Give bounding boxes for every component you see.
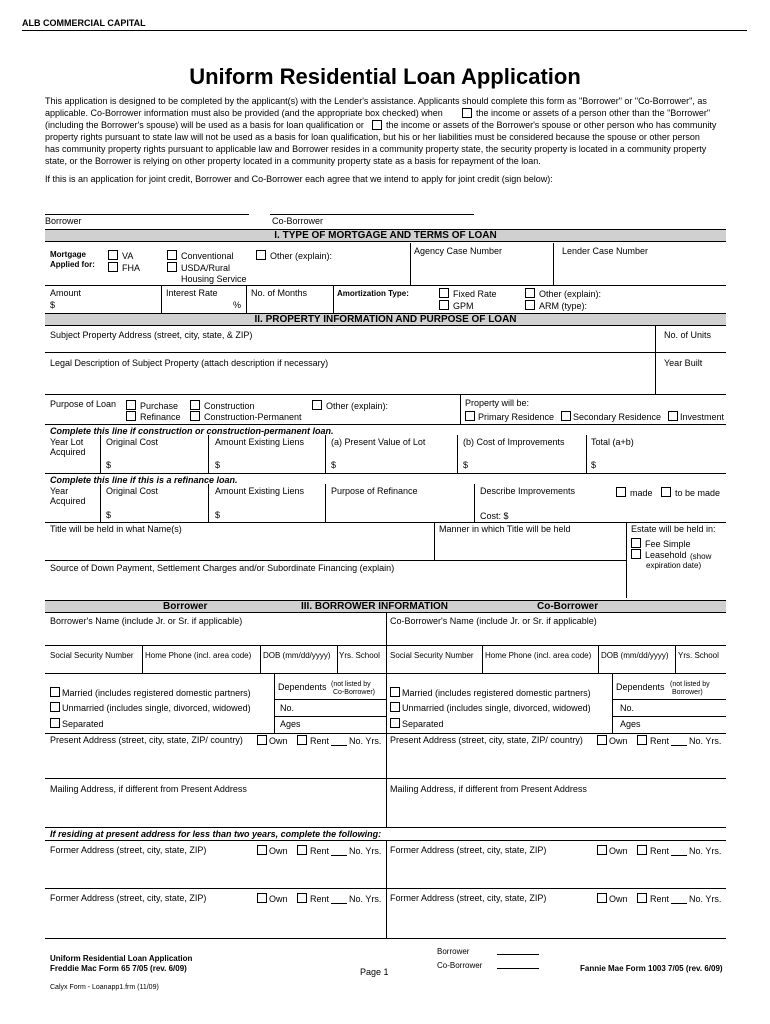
coborrower-unmarried-checkbox[interactable]: [390, 702, 400, 712]
borrower-former2-rent-checkbox[interactable]: [297, 893, 307, 903]
improvements-cost-label: (b) Cost of Improvements: [463, 437, 565, 447]
borrower-separated-label: Separated: [62, 719, 104, 729]
divider: [482, 645, 483, 673]
divider: [460, 394, 461, 424]
borrower-dependents-ages: Ages: [280, 719, 301, 729]
divider: [337, 645, 338, 673]
improvements-made-checkbox[interactable]: [616, 487, 626, 497]
coborrower-former1-own-checkbox[interactable]: [597, 845, 607, 855]
coborrower-separated-checkbox[interactable]: [390, 718, 400, 728]
rule: [45, 285, 726, 286]
arm-checkbox[interactable]: [525, 300, 535, 310]
construction-permanent-label: Construction-Permanent: [204, 412, 302, 422]
rule: [45, 938, 726, 939]
coborrower-own-label: Own: [609, 736, 628, 746]
coborrower-school-label: Yrs. School: [678, 651, 719, 660]
section-2-title: II. PROPERTY INFORMATION AND PURPOSE OF LOAN: [254, 314, 517, 325]
borrower-former2-rent-label: Rent: [310, 894, 330, 904]
arm-label: ARM (type):: [539, 301, 588, 311]
borrower-former2-no-yrs: No. Yrs.: [349, 894, 382, 904]
conventional-checkbox[interactable]: [167, 250, 177, 260]
coborrower-former2-no-yrs: No. Yrs.: [689, 894, 722, 904]
borrower-married-label: Married (includes registered domestic partners): [62, 688, 251, 698]
improvement-cost-label: Cost: $: [480, 511, 509, 521]
coborrower-former2-rent-checkbox[interactable]: [637, 893, 647, 903]
borrower-column-title: Borrower: [163, 601, 208, 612]
coborrower-rent-checkbox[interactable]: [637, 735, 647, 745]
year-lot-acquired-label: Acquired: [50, 447, 86, 457]
borrower-mailing-label: Mailing Address, if different from Present Address: [50, 784, 247, 794]
usda-label: USDA/Rural: [181, 263, 231, 273]
divider: [161, 285, 162, 313]
borrower-unmarried-label: Unmarried (includes single, divorced, widowed): [62, 703, 251, 713]
other-mortgage-checkbox[interactable]: [256, 250, 266, 260]
coborrower-married-checkbox[interactable]: [390, 687, 400, 697]
footer-coborrower-initials-label: Co-Borrower: [437, 961, 483, 970]
borrower-former1-no-yrs: No. Yrs.: [349, 846, 382, 856]
rule: [274, 716, 386, 717]
divider: [100, 435, 101, 473]
amortization-label: Amortization Type:: [337, 289, 409, 298]
coborrower-married-label: Married (includes registered domestic partners): [402, 688, 591, 698]
construction-label: Construction: [204, 401, 255, 411]
agency-case-label: Agency Case Number: [414, 246, 503, 256]
divider: [246, 285, 247, 313]
coborrower-former2-years-line[interactable]: [671, 903, 687, 904]
coborrower-former-address-1-label: Former Address (street, city, state, ZIP): [390, 845, 547, 855]
rule: [45, 352, 726, 353]
borrower-unmarried-checkbox[interactable]: [50, 702, 60, 712]
section-2-header: [45, 313, 726, 326]
divider: [208, 484, 209, 522]
coborrower-dependents-no: No.: [620, 703, 635, 713]
rule: [45, 888, 726, 889]
estate-label: Estate will be held in:: [631, 524, 716, 534]
borrower-rent-checkbox[interactable]: [297, 735, 307, 745]
footer-borrower-initials-label: Borrower: [437, 947, 470, 956]
units-label: No. of Units: [664, 330, 712, 340]
footer-borrower-initials-line[interactable]: [497, 954, 539, 955]
construction-permanent-checkbox[interactable]: [190, 411, 200, 421]
secondary-residence-label: Secondary Residence: [573, 412, 662, 422]
orig-cost-dollar: $: [106, 460, 112, 470]
coborrower-dependents-label: Dependents: [616, 682, 665, 692]
coborrower-dependents-ages: Ages: [620, 719, 641, 729]
borrower-former2-years-line[interactable]: [331, 903, 347, 904]
improvements-to-be-made-checkbox[interactable]: [661, 487, 671, 497]
months-label: No. of Months: [251, 288, 308, 298]
describe-improvements-label: Describe Improvements: [480, 486, 576, 496]
primary-residence-checkbox[interactable]: [465, 411, 475, 421]
coborrower-former1-rent-label: Rent: [650, 846, 670, 856]
divider: [333, 285, 334, 313]
rule: [45, 560, 626, 561]
rule: [612, 716, 726, 717]
other-mortgage-label: Other (explain):: [270, 251, 333, 261]
refinance-label: Refinance: [140, 412, 181, 422]
intro-line-1: This application is designed to be completed by the applicant(s) with the Lender's assistance. Applicants should complete this form as "Borrower" or "Co-Borrower", as: [45, 96, 707, 106]
borrower-former1-rent-checkbox[interactable]: [297, 845, 307, 855]
improvements-dollar: $: [463, 460, 469, 470]
coborrower-signature-line[interactable]: [270, 214, 474, 215]
coborrower-mailing-label: Mailing Address, if different from Present Address: [390, 784, 587, 794]
rule: [45, 424, 726, 425]
interest-rate-label: Interest Rate: [166, 288, 218, 298]
borrower-former1-own-checkbox[interactable]: [257, 845, 267, 855]
borrower-own-label: Own: [269, 736, 288, 746]
divider: [208, 435, 209, 473]
less-than-two-years-note: If residing at present address for less than two years, complete the following:: [50, 829, 382, 839]
divider: [100, 484, 101, 522]
fha-label: FHA: [122, 263, 140, 273]
coborrower-column-title: Co-Borrower: [537, 601, 599, 612]
divider: [434, 522, 435, 560]
borrower-dependents-label: Dependents: [278, 682, 327, 692]
liens-dollar: $: [215, 460, 221, 470]
divider: [274, 673, 275, 733]
present-value-dollar: $: [331, 460, 337, 470]
borrower-signature-label: Borrower: [45, 216, 82, 226]
intro-line-5: has community property rights pursuant to applicable law and Borrower resides in a community property state, the security property is located in a community property: [45, 144, 707, 154]
title-names-label: Title will be held in what Name(s): [50, 524, 182, 534]
intro-line-3a: (including the Borrower's spouse) will be used as a basis for loan qualification or: [45, 120, 364, 130]
conventional-label: Conventional: [181, 251, 234, 261]
intro-line-4: property rights pursuant to state law will not be used as a basis for loan qualification, but his or her liabilities must be considered because the spouse or other person: [45, 132, 700, 142]
subject-address-label: Subject Property Address (street, city, state, & ZIP): [50, 330, 253, 340]
original-cost-label: Original Cost: [106, 437, 159, 447]
coborrower-separated-label: Separated: [402, 719, 444, 729]
section-1-title: I. TYPE OF MORTGAGE AND TERMS OF LOAN: [274, 230, 497, 241]
borrower-not-listed-2: Co-Borrower): [333, 689, 376, 696]
refinance-checkbox[interactable]: [126, 411, 136, 421]
refi-liens-label: Amount Existing Liens: [215, 486, 305, 496]
coborrower-dob-label: DOB (mm/dd/yyyy): [601, 651, 669, 660]
coborrower-former1-rent-checkbox[interactable]: [637, 845, 647, 855]
lender-case-label: Lender Case Number: [562, 246, 649, 256]
borrower-dob-label: DOB (mm/dd/yyyy): [263, 651, 331, 660]
rule: [45, 778, 726, 779]
primary-residence-label: Primary Residence: [478, 412, 555, 422]
borrower-separated-checkbox[interactable]: [50, 718, 60, 728]
divider: [655, 326, 656, 352]
coborrower-phone-label: Home Phone (incl. area code): [485, 651, 592, 660]
footer-fannie-mae: Fannie Mae Form 1003 7/05 (rev. 6/09): [580, 964, 723, 973]
coborrower-name-label: Co-Borrower's Name (include Jr. or Sr. if applicable): [390, 616, 597, 626]
other-amort-label: Other (explain):: [539, 289, 602, 299]
rule: [45, 673, 726, 674]
coborrower-former1-years-line[interactable]: [671, 855, 687, 856]
section-1-header: [45, 229, 726, 242]
down-payment-source-label: Source of Down Payment, Settlement Charges and/or Subordinate Financing (explain): [50, 563, 395, 573]
leasehold-show-label: (show: [690, 552, 712, 561]
amount-label: Amount: [50, 288, 82, 298]
borrower-ssn-label: Social Security Number: [50, 651, 134, 660]
gpm-checkbox[interactable]: [439, 300, 449, 310]
rule: [45, 522, 726, 523]
purpose-label: Purpose of Loan: [50, 399, 117, 409]
borrower-name-label: Borrower's Name (include Jr. or Sr. if applicable): [50, 616, 243, 626]
fixed-rate-checkbox[interactable]: [439, 288, 449, 298]
divider: [675, 645, 676, 673]
footer-page-number: Page 1: [360, 967, 389, 977]
borrower-former-address-2-label: Former Address (street, city, state, ZIP): [50, 893, 207, 903]
borrower-former1-rent-label: Rent: [310, 846, 330, 856]
housing-service-label: Housing Service: [181, 274, 247, 284]
coborrower-ssn-label: Social Security Number: [390, 651, 474, 660]
borrower-school-label: Yrs. School: [339, 651, 380, 660]
rate-percent: %: [233, 300, 242, 310]
purchase-label: Purchase: [140, 401, 179, 411]
coborrower-former2-rent-label: Rent: [650, 894, 670, 904]
page-title: Uniform Residential Loan Application: [189, 64, 581, 89]
borrower-no-yrs-label: No. Yrs.: [349, 736, 382, 746]
present-value-label: (a) Present Value of Lot: [331, 437, 426, 447]
leasehold-label: Leasehold: [645, 550, 687, 560]
spouse-income-checkbox[interactable]: [372, 120, 382, 130]
fha-checkbox[interactable]: [108, 262, 118, 272]
refi-liens-dollar: $: [215, 510, 221, 520]
refi-cost-dollar: $: [106, 510, 112, 520]
rule: [45, 394, 726, 395]
year-lot-label: Year Lot: [50, 437, 84, 447]
borrower-own-checkbox[interactable]: [257, 735, 267, 745]
divider: [553, 243, 554, 285]
rule: [612, 699, 726, 700]
refinance-line-note: Complete this line if this is a refinance loan.: [50, 475, 238, 485]
investment-label: Investment: [680, 412, 725, 422]
coborrower-former2-own-checkbox[interactable]: [597, 893, 607, 903]
rule: [45, 733, 726, 734]
divider: [598, 645, 599, 673]
coborrower-rent-label: Rent: [650, 736, 670, 746]
coborrower-years-line[interactable]: [671, 745, 687, 746]
fee-simple-checkbox[interactable]: [631, 538, 641, 548]
manner-label: Manner in which Title will be held: [439, 524, 571, 534]
refi-purpose-label: Purpose of Refinance: [331, 486, 418, 496]
coborrower-former-address-2-label: Former Address (street, city, state, ZIP): [390, 893, 547, 903]
rule: [45, 473, 726, 474]
coborrower-unmarried-label: Unmarried (includes single, divorced, widowed): [402, 703, 591, 713]
refi-original-cost-label: Original Cost: [106, 486, 159, 496]
intro-line-6: state, or the Borrower is relying on other property located in a community property state as a basis for repayment of the loan.: [45, 156, 541, 166]
borrower-married-checkbox[interactable]: [50, 687, 60, 697]
leasehold-checkbox[interactable]: [631, 549, 641, 559]
footer-freddie-mac: Freddie Mac Form 65 7/05 (rev. 6/09): [50, 964, 187, 973]
coborrower-former1-no-yrs: No. Yrs.: [689, 846, 722, 856]
joint-credit-text: If this is an application for joint credit, Borrower and Co-Borrower each agree that we intend to apply for joint credit (sign below):: [45, 174, 553, 184]
borrower-not-listed-1: (not listed by: [331, 681, 371, 688]
borrower-former2-own-checkbox[interactable]: [257, 893, 267, 903]
coborrower-own-checkbox[interactable]: [597, 735, 607, 745]
divider: [325, 435, 326, 473]
coborrower-not-listed-1: (not listed by: [670, 681, 710, 688]
borrower-signature-line[interactable]: [45, 214, 249, 215]
borrower-former-address-1-label: Former Address (street, city, state, ZIP): [50, 845, 207, 855]
intro-line-2b: the income or assets of a person other than the "Borrower": [476, 108, 711, 118]
refi-acquired-label: Acquired: [50, 496, 86, 506]
fee-simple-label: Fee Simple: [645, 539, 691, 549]
made-label: made: [630, 488, 653, 498]
coborrower-signature-label: Co-Borrower: [272, 216, 324, 226]
company-name: ALB COMMERCIAL CAPITAL: [22, 18, 146, 28]
borrower-present-address-label: Present Address (street, city, state, ZIP/ country): [50, 735, 243, 745]
mortgage-label: Mortgage: [50, 250, 86, 259]
other-purpose-checkbox[interactable]: [312, 400, 322, 410]
property-will-be-label: Property will be:: [465, 398, 530, 408]
divider: [457, 435, 458, 473]
to-be-made-label: to be made: [675, 488, 721, 498]
borrower-dependents-no: No.: [280, 703, 295, 713]
va-label: VA: [122, 251, 134, 261]
borrower-former1-own-label: Own: [269, 846, 288, 856]
coborrower-income-checkbox[interactable]: [462, 108, 472, 118]
top-rule: [22, 30, 747, 31]
divider: [325, 484, 326, 522]
other-purpose-label: Other (explain):: [326, 401, 389, 411]
expiration-label: expiration date): [646, 561, 702, 570]
purchase-checkbox[interactable]: [126, 400, 136, 410]
legal-description-label: Legal Description of Subject Property (attach description if necessary): [50, 358, 329, 368]
total-dollar: $: [591, 460, 597, 470]
intro-line-2a: applicable. Co-Borrower information must also be provided (and the appropriate box checked) when: [45, 108, 443, 118]
section-3-header: [45, 600, 726, 613]
coborrower-former2-own-label: Own: [609, 894, 628, 904]
borrower-years-line[interactable]: [331, 745, 347, 746]
coborrower-not-listed-2: Borrower): [672, 689, 703, 696]
va-checkbox[interactable]: [108, 250, 118, 260]
footer-form-title: Uniform Residential Loan Application: [50, 954, 193, 963]
footer-coborrower-initials-line[interactable]: [497, 968, 539, 969]
intro-line-3b: the income or assets of the Borrower's spouse or other person who has community: [386, 120, 717, 130]
rule: [45, 827, 726, 828]
divider: [586, 435, 587, 473]
rule: [274, 699, 386, 700]
coborrower-no-yrs-label: No. Yrs.: [689, 736, 722, 746]
applied-for-label: Applied for:: [50, 260, 95, 269]
fixed-rate-label: Fixed Rate: [453, 289, 497, 299]
gpm-label: GPM: [453, 301, 474, 311]
divider: [260, 645, 261, 673]
usda-checkbox[interactable]: [167, 262, 177, 272]
section-3-title: III. BORROWER INFORMATION: [301, 601, 449, 612]
footer-calyx: Calyx Form - Loanapp1.frm (11/09): [50, 984, 159, 991]
divider: [626, 522, 627, 598]
rule: [45, 645, 726, 646]
column-divider: [386, 840, 387, 938]
investment-checkbox[interactable]: [668, 411, 678, 421]
divider: [612, 673, 613, 733]
coborrower-former1-own-label: Own: [609, 846, 628, 856]
borrower-former1-years-line[interactable]: [331, 855, 347, 856]
borrower-former2-own-label: Own: [269, 894, 288, 904]
divider: [142, 645, 143, 673]
divider: [655, 352, 656, 394]
divider: [410, 243, 411, 285]
total-label: Total (a+b): [591, 437, 634, 447]
borrower-rent-label: Rent: [310, 736, 330, 746]
borrower-phone-label: Home Phone (incl. area code): [145, 651, 252, 660]
construction-line-note: Complete this line if construction or construction-permanent loan.: [50, 426, 334, 436]
coborrower-present-address-label: Present Address (street, city, state, ZIP/ country): [390, 735, 583, 745]
divider: [474, 484, 475, 522]
existing-liens-label: Amount Existing Liens: [215, 437, 305, 447]
secondary-residence-checkbox[interactable]: [561, 411, 571, 421]
year-built-label: Year Built: [664, 358, 703, 368]
construction-checkbox[interactable]: [190, 400, 200, 410]
amount-dollar: $: [50, 300, 56, 310]
other-amort-checkbox[interactable]: [525, 288, 535, 298]
refi-year-label: Year: [50, 486, 69, 496]
